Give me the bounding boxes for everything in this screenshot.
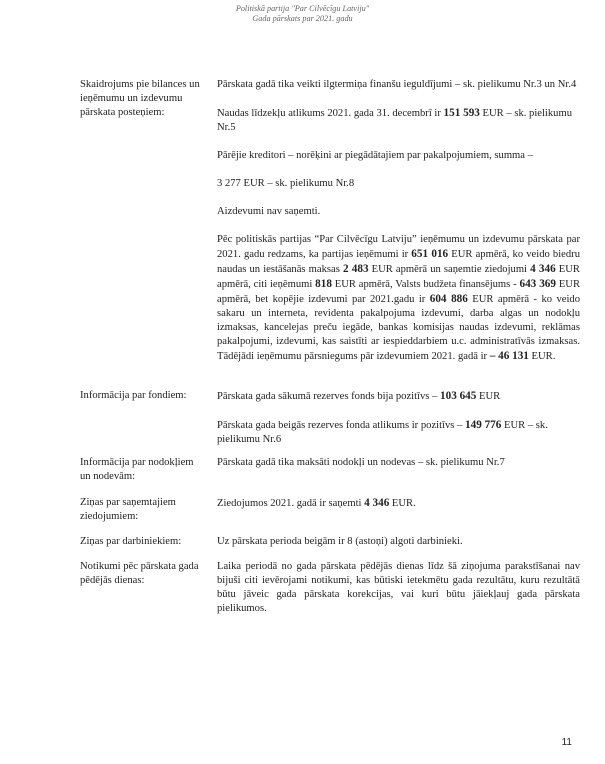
section-label: Informācija par fondiem:	[80, 390, 187, 401]
donations-value: 4 346	[530, 263, 556, 275]
paragraph: Laika periodā no gada pārskata pēdējās dienas līdz šā ziņojuma parakstīšanai nav bijuši citi ievērojami notikumi, kas būtiski ietekmētu gada rezultātu, kuru rezultātā būtu jāveic gada pārskata korekcijas, vai kuri būtu jāiekļauj gada pārskata pielikumos.	[217, 561, 580, 614]
paragraph: Pārskata gadā tika maksāti nodokļi un nodevas – sk. pielikumu Nr.7	[217, 457, 505, 468]
page-header	[0, 4, 605, 24]
paragraph: Pārskata gada beigās rezerves fonda atlikums ir pozitīvs – 149 776 EUR – sk. pielikumu Nr.6	[217, 419, 548, 445]
section-label: Notikumi pēc pārskata gada pēdējās dienas:	[80, 561, 199, 586]
total-income-value: 651 016	[411, 248, 449, 260]
section-content	[217, 78, 580, 373]
total-expenses-value: 604 886	[429, 293, 468, 305]
section-label: Ziņas par darbiniekiem:	[80, 536, 182, 547]
paragraph: Pēc politiskās partijas “Par Cilvēcīgu Latviju” ieņēmumu un izdevumu pārskata par 2021. gadu redzams, ka partijas ieņēmumi ir 651 016 EUR apmērā, ko veido biedru naudas un iestāšanās maksas 2 483 EUR apmērā un saņemtie ziedojumi 4 346 EUR apmērā, citi ieņēmumi 818 EUR apmērā, Valsts budžeta finansējums - 643 369 EUR apmērā, bet kopējie izdevumi par 2021.gadu ir 604 886 EUR apmērā - ko veido sakaru un interneta, revidenta pakalpojuma izdevumi, darba algas un nodokļu izmaksas, kancelejas preču iegāde, bankas komisijas naudas izdevumi, reklāmas pakalpojumi, izdevumi, kas saistīti ar iespieddarbiem u.c. administratīvās izmaksas. Tādējādi ieņēmumu pārsniegums pār izdevumiem 2021. gadā ir – 46 131 EUR.	[217, 234, 581, 362]
section-label: Ziņas par saņemtajiem ziedojumiem:	[80, 497, 176, 522]
paragraph: Naudas līdzekļu atlikums 2021. gada 31. decembrī ir 151 593 EUR – sk. pielikumu Nr.5	[217, 107, 572, 133]
donations-received-value: 4 346	[364, 497, 390, 509]
paragraph: Pārējie kreditori – norēķini ar piegādātajiem par pakalpojumiem, summa –	[217, 150, 533, 161]
membership-fees-value: 2 483	[342, 263, 369, 275]
paragraph: Pārskata gadā tika veikti ilgtermiņa finanšu ieguldījumi – sk. pielikumu Nr.3 un Nr.4	[217, 79, 577, 90]
section-content	[217, 456, 580, 479]
header-party-name: Politiskā partija "Par Cilvēcīgu Latviju"	[235, 4, 370, 13]
paragraph: Uz pārskata perioda beigām ir 8 (astoņi) algoti darbinieki.	[217, 536, 463, 547]
reserve-start-value: 103 645	[440, 390, 477, 402]
section-content	[217, 535, 580, 558]
paragraph: Ziedojumos 2021. gadā ir saņemti 4 346 EUR.	[217, 497, 416, 509]
reserve-end-value: 149 776	[465, 419, 502, 431]
section-content	[217, 560, 580, 625]
state-funding-value: 643 369	[519, 278, 556, 290]
section-label: Skaidrojums pie bilances un ieņēmumu un izdevumu pārskata posteņiem:	[80, 79, 200, 118]
surplus-value: – 46 131	[489, 350, 529, 362]
paragraph: Pārskata gada sākumā rezerves fonds bija pozitīvs – 103 645 EUR	[217, 390, 501, 402]
section-content	[217, 389, 580, 456]
cash-balance-value: 151 593	[443, 107, 480, 119]
section-content	[217, 496, 580, 520]
page-number: 11	[561, 737, 572, 748]
header-report-title: Gada pārskats par 2021. gadu	[252, 14, 353, 23]
other-income-value: 818	[315, 278, 332, 290]
paragraph: 3 277 EUR – sk. pielikumu Nr.8	[217, 178, 355, 189]
section-label: Informācija par nodokļiem un nodevām:	[80, 457, 194, 482]
paragraph: Aizdevumi nav saņemti.	[217, 206, 321, 217]
